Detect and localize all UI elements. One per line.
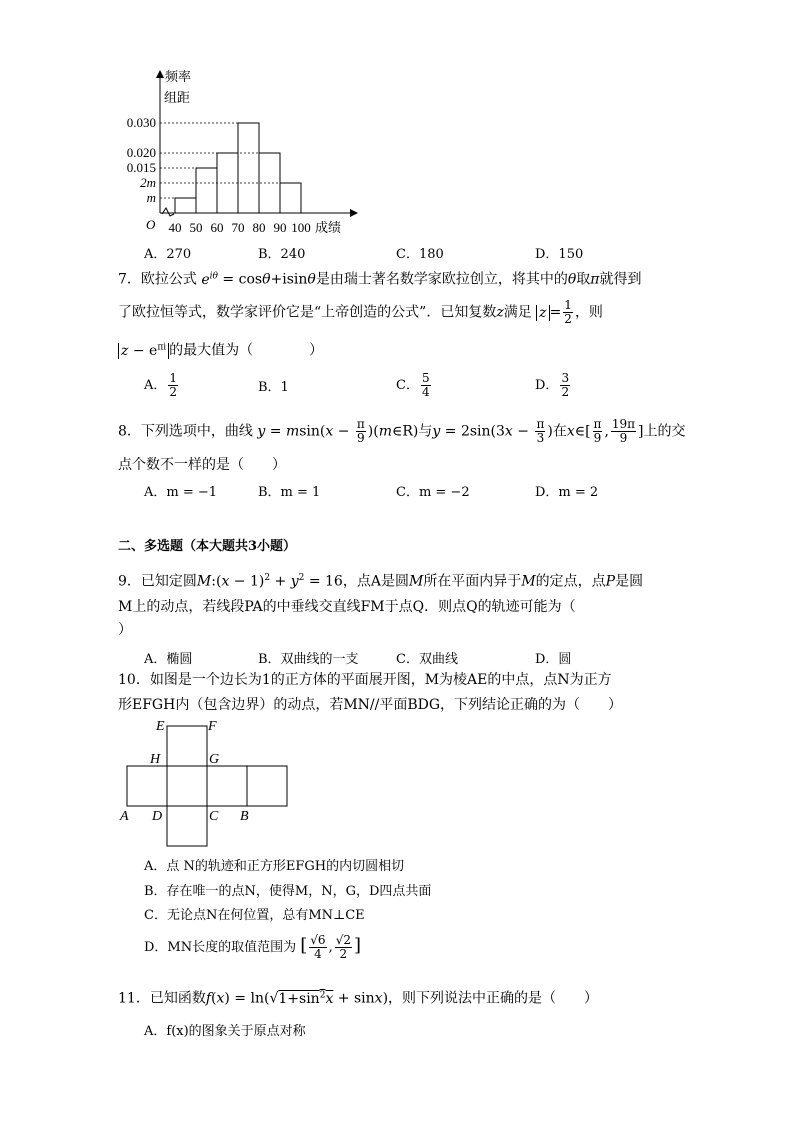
- y-axis-label-top: 频率: [165, 69, 192, 84]
- q11-line1: 11．已知函数$f(x) = \ln(√1+\sin^2x + \sin x)$，则下列说法中正确的是（ ）: [118, 990, 599, 1007]
- q9-option-d[interactable]: D．圆: [535, 652, 572, 667]
- histogram-bar: [175, 198, 196, 213]
- histogram-bar: [238, 123, 259, 213]
- x-tick-label: 80: [252, 220, 266, 235]
- label-B: B: [240, 809, 249, 824]
- q9-line3: ）: [118, 622, 132, 638]
- q8-line2: 点个数不一样的是（ ）: [118, 457, 286, 473]
- q8-option-b[interactable]: B．m = 1: [258, 485, 321, 500]
- q6-option-a[interactable]: A．270: [144, 247, 192, 262]
- label-G: G: [209, 752, 220, 767]
- q10-option-a[interactable]: A．点 N的轨迹和正方形EFGH的内切圆相切: [144, 859, 405, 874]
- q7-option-b[interactable]: B．1: [258, 380, 289, 395]
- q9-option-a[interactable]: A．椭圆: [144, 652, 193, 667]
- section-title-multi-choice: 二、多选题（本大题共3小题）: [118, 539, 297, 554]
- q7-line1: 7．欧拉公式 $e^{i\theta} = \cos\theta+isin\theta$是由瑞士著名数学家欧拉创立，将其中的θ取π就得到: [118, 271, 642, 288]
- x-tick-label: 60: [210, 220, 224, 235]
- q10-option-b[interactable]: B．存在唯一的点N，使得M，N，G，D四点共面: [144, 884, 432, 899]
- histogram-bar: [280, 183, 301, 213]
- y-axis-label-bottom: 组距: [164, 90, 191, 105]
- y-tick-label: 2m: [140, 175, 156, 190]
- q7-option-d[interactable]: D． $\frac{3}{2}$: [535, 371, 570, 399]
- y-tick-label: 0.030: [126, 115, 156, 130]
- q10-option-d[interactable]: D．MN长度的取值范围为 [ $\frac{√6}{4}$ , $\frac{√2}{2}$ ]: [144, 933, 362, 961]
- x-tick-label: 40: [168, 220, 182, 235]
- x-tick-label: 90: [273, 220, 287, 235]
- q6-option-d[interactable]: D．150: [535, 247, 584, 262]
- label-D: D: [152, 809, 163, 824]
- x-axis-arrow: [350, 209, 358, 217]
- y-axis-arrow: [156, 70, 164, 78]
- x-tick-label: 70: [231, 220, 245, 235]
- q8-option-c[interactable]: C．m = −2: [396, 485, 470, 500]
- q9-line1: 9．已知定圆M:(x − $1)^2 + y^2 = 16$，点A是圆M所在平面内异于M的定点，点P是圆: [118, 573, 644, 590]
- y-tick-label: m: [146, 190, 156, 205]
- q9-option-c[interactable]: C．双曲线: [396, 652, 458, 667]
- q7-option-a[interactable]: A． $\frac{1}{2}$: [144, 371, 178, 399]
- q7-line3: $z - e^{\pi i}$ 的最大值为（ ）: [118, 337, 323, 361]
- y-tick-label: 0.020: [126, 145, 156, 160]
- q9-line2: M上的动点，若线段PA的中垂线交直线FM于点Q．则点Q的轨迹可能为（: [118, 599, 576, 615]
- q7-option-c[interactable]: C． $\frac{5}{4}$: [396, 371, 430, 399]
- q11-option-a[interactable]: A．f(x)的图象关于原点对称: [144, 1024, 306, 1039]
- axis-break: [162, 208, 174, 216]
- x-tick-label: 100: [291, 220, 311, 235]
- q10-line1: 10．如图是一个边长为1的正方体的平面展开图，M为棱AE的中点，点N为正方: [118, 672, 612, 688]
- label-H: H: [150, 752, 161, 767]
- q8-option-d[interactable]: D．m = 2: [535, 485, 599, 500]
- chart-bars: [160, 123, 301, 213]
- q9-option-b[interactable]: B．双曲线的一支: [258, 652, 359, 667]
- q8-option-a[interactable]: A．m = −1: [144, 485, 218, 500]
- q10-option-c[interactable]: C．无论点N在何位置，总有MN⊥CE: [144, 908, 365, 923]
- y-tick-label: 0.015: [126, 160, 156, 175]
- q6-option-b[interactable]: B．240: [258, 247, 306, 262]
- q7-line2: 了欧拉恒等式，数学家评价它是“上帝创造的公式”．已知复数z满足 z = $\frac{1}{2}$ ，则: [118, 298, 603, 326]
- origin-label: O: [146, 217, 156, 232]
- q10-line2: 形EFGH内（包含边界）的动点，若MN//平面BDG，下列结论正确的为（ ）: [118, 697, 623, 713]
- x-tick-label: 50: [189, 220, 203, 235]
- histogram-chart: [100, 60, 370, 240]
- histogram-bar: [196, 168, 217, 213]
- label-E: E: [156, 719, 165, 734]
- label-F: F: [208, 719, 217, 734]
- cube-net-figure: [118, 716, 298, 850]
- label-A: A: [120, 809, 129, 824]
- x-axis-label: 成绩: [315, 220, 342, 235]
- q6-option-c[interactable]: C．180: [396, 247, 444, 262]
- q8-line1: 8．下列选项中，曲线 y = msin(x − $\frac{\pi}{9}$ )(m∈R)与y = 2sin(3x − $\frac{\pi}{3}$ )在x∈[ $\frac{\pi}{9}$ , $\frac{19\pi}{9}$ ]上的交: [118, 417, 686, 445]
- label-C: C: [209, 809, 219, 824]
